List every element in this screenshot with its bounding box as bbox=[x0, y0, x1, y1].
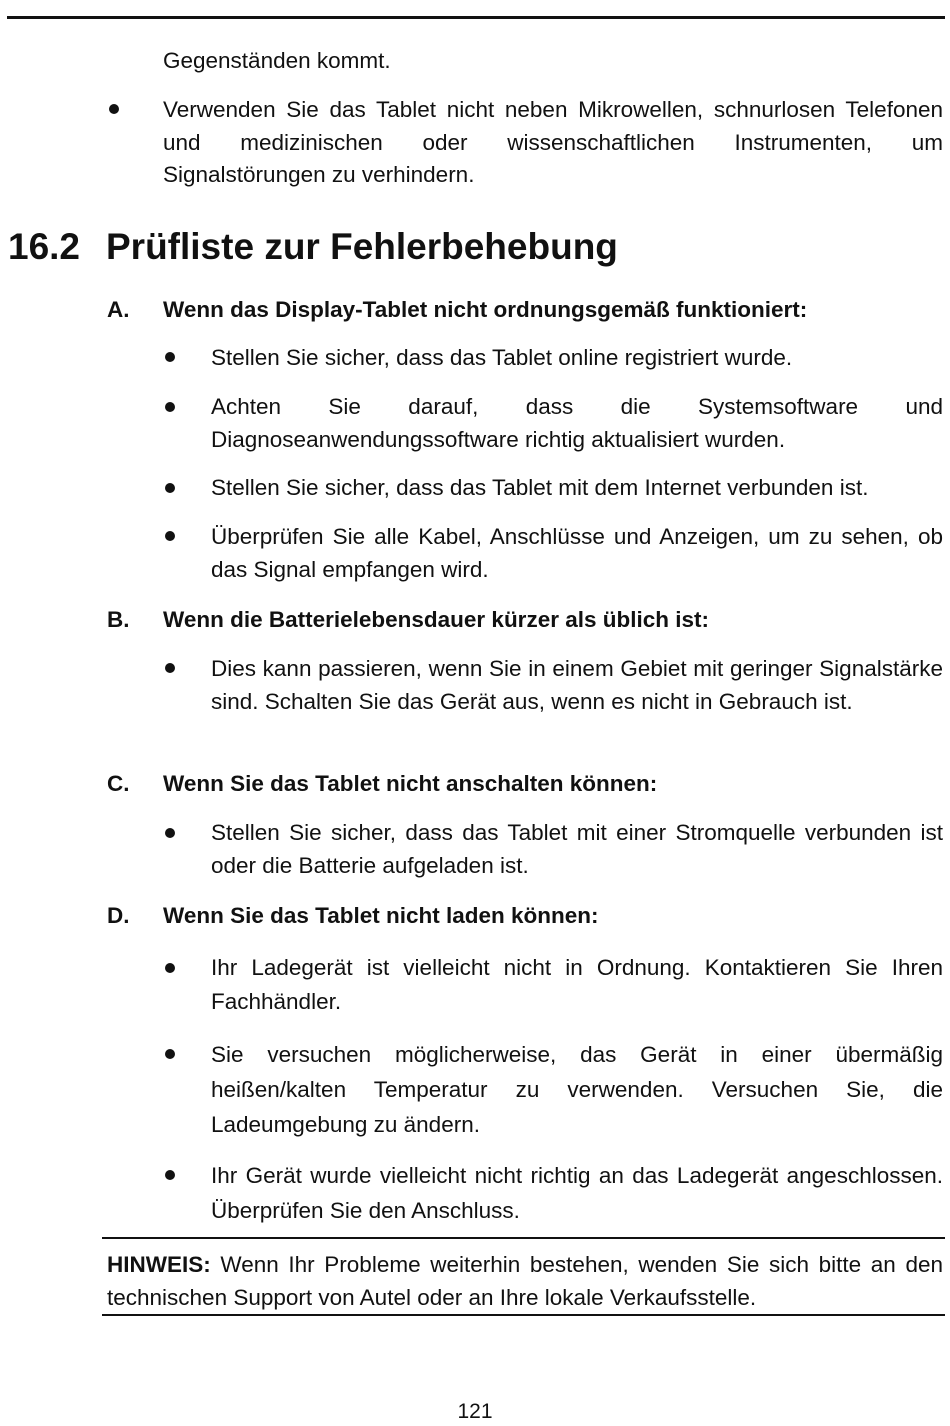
subsection-c-title: Wenn Sie das Tablet nicht anschalten können: bbox=[163, 771, 658, 796]
bullet-dot bbox=[165, 663, 175, 673]
bullet-dot bbox=[165, 963, 175, 973]
list-item: Dies kann passieren, wenn Sie in einem Gebiet mit geringer Signalstärke sind. Schalten Sie das Gerät aus, wenn es nicht in Gebrauch ist. bbox=[211, 656, 943, 714]
subsection-a-title: Wenn das Display-Tablet nicht ordnungsgemäß funktioniert: bbox=[163, 297, 808, 322]
note-label: HINWEIS: bbox=[107, 1252, 211, 1277]
list-item: Ihr Gerät wurde vielleicht nicht richtig an das Ladegerät angeschlossen. Überprüfen Sie den Anschluss. bbox=[211, 1163, 943, 1223]
subsection-a-letter: A. bbox=[107, 297, 130, 322]
subsection-b-letter: B. bbox=[107, 607, 130, 632]
list-item: Stellen Sie sicher, dass das Tablet online registriert wurde. bbox=[211, 345, 793, 370]
section-number: 16.2 bbox=[8, 226, 81, 267]
note-text: Wenn Ihr Probleme weiterhin bestehen, wenden Sie sich bitte an den technischen Support von Autel oder an Ihre lokale Verkaufsstelle. bbox=[107, 1252, 943, 1310]
bullet-dot bbox=[165, 402, 175, 412]
note-top-rule bbox=[102, 1237, 945, 1239]
top-rule bbox=[7, 16, 945, 19]
bullet-dot bbox=[165, 1170, 175, 1180]
subsection-d-title: Wenn Sie das Tablet nicht laden können: bbox=[163, 903, 599, 928]
list-item: Ihr Ladegerät ist vielleicht nicht in Ordnung. Kontaktieren Sie Ihren Fachhändler. bbox=[211, 955, 943, 1014]
bullet-dot bbox=[109, 104, 119, 114]
note-bottom-rule bbox=[102, 1314, 945, 1316]
list-item: Achten Sie darauf, dass die Systemsoftware und Diagnoseanwendungssoftware richtig aktualisiert wurden. bbox=[211, 394, 943, 452]
subsection-b-title: Wenn die Batterielebensdauer kürzer als üblich ist: bbox=[163, 607, 709, 632]
page-number: 121 bbox=[457, 1400, 493, 1423]
intro-bullet-text: Verwenden Sie das Tablet nicht neben Mikrowellen, schnurlosen Telefonen und medizinischen oder wissenschaftlichen Instrumenten, um Signalstörungen zu verhindern. bbox=[163, 97, 943, 187]
list-item: Stellen Sie sicher, dass das Tablet mit dem Internet verbunden ist. bbox=[211, 475, 869, 500]
section-heading bbox=[8, 223, 618, 271]
bullet-dot bbox=[165, 828, 175, 838]
bullet-dot bbox=[165, 1049, 175, 1059]
bullet-dot bbox=[165, 352, 175, 362]
section-title: Prüfliste zur Fehlerbehebung bbox=[106, 226, 618, 267]
list-item: Stellen Sie sicher, dass das Tablet mit einer Stromquelle verbunden ist oder die Batterie aufgeladen ist. bbox=[211, 820, 943, 878]
list-item: Überprüfen Sie alle Kabel, Anschlüsse und Anzeigen, um zu sehen, ob das Signal empfangen wird. bbox=[211, 524, 943, 582]
note-box bbox=[107, 1249, 943, 1314]
bullet-dot bbox=[165, 483, 175, 493]
subsection-d-letter: D. bbox=[107, 903, 130, 928]
bullet-dot bbox=[165, 531, 175, 541]
intro-continuation: Gegenständen kommt. bbox=[163, 48, 391, 73]
subsection-c-letter: C. bbox=[107, 771, 130, 796]
list-item: Sie versuchen möglicherweise, das Gerät in einer übermäßig heißen/kalten Temperatur zu verwenden. Versuchen Sie, die Ladeumgebung zu ändern. bbox=[211, 1042, 943, 1137]
